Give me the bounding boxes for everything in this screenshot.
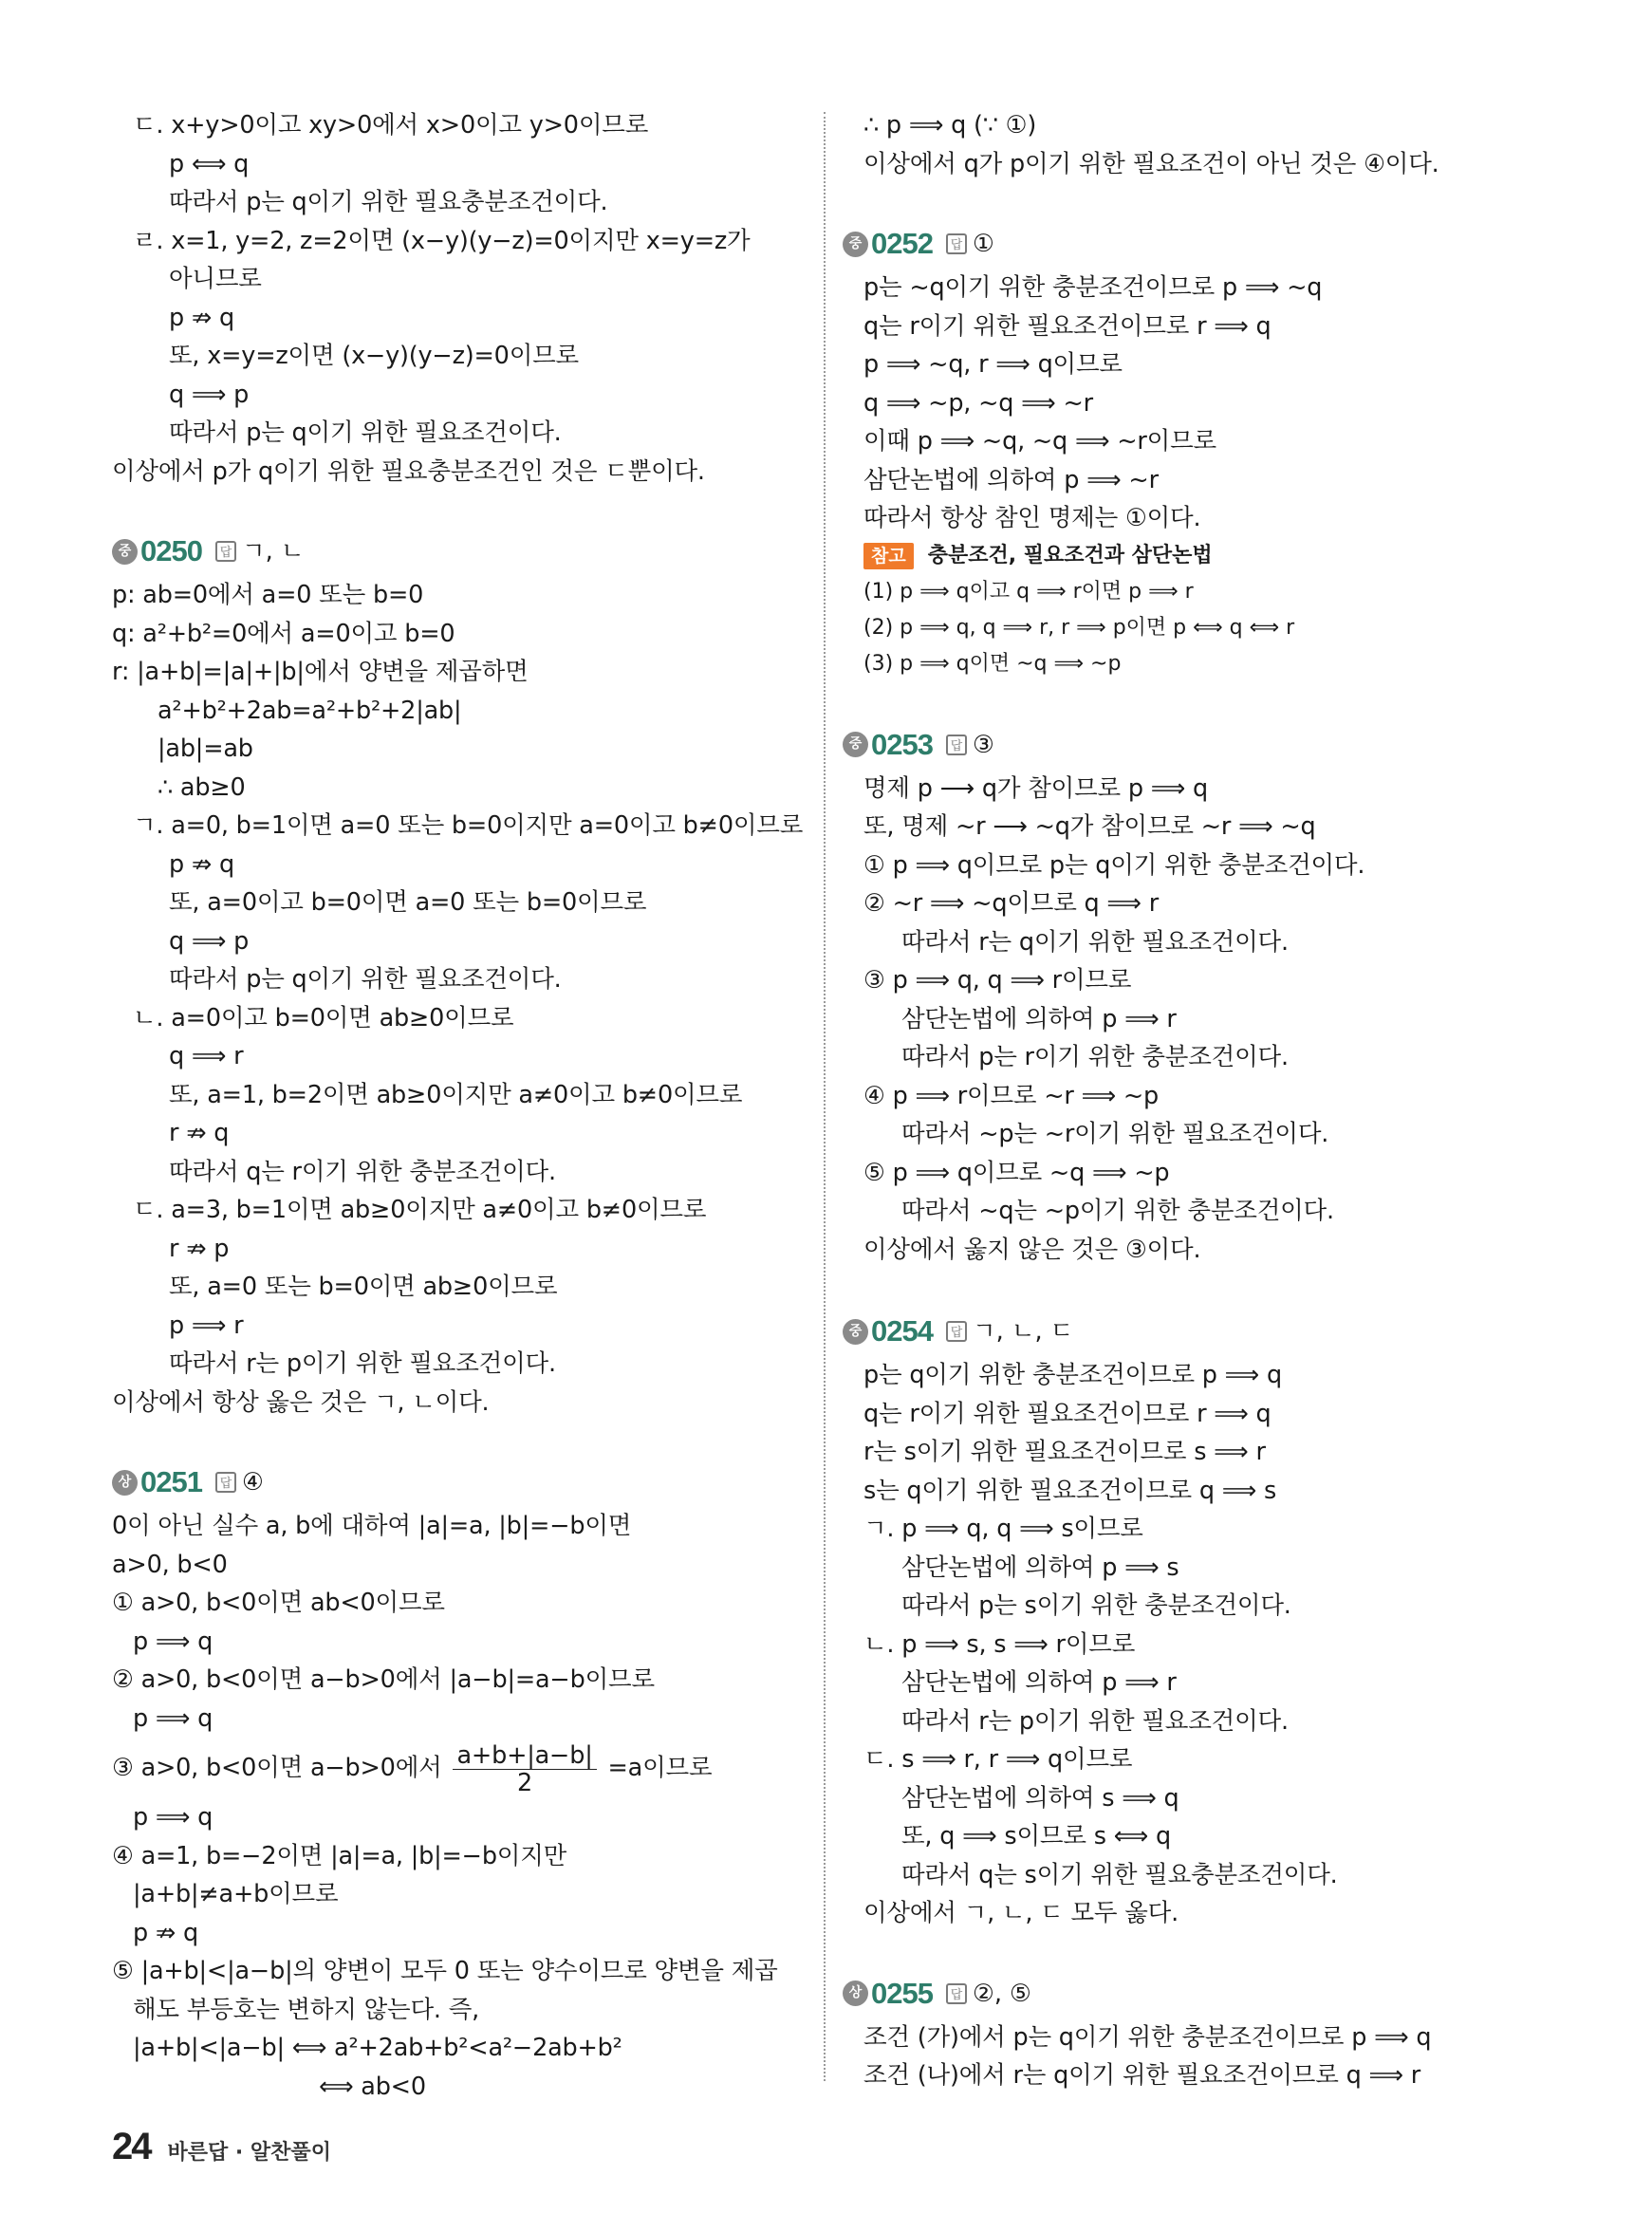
book-title: 바른답 · 알찬풀이 — [167, 2141, 331, 2165]
text-line: |a+b|<|a−b| ⟺ a²+2ab+b²<a²−2ab+b² — [133, 2034, 622, 2062]
text-line: 이상에서 옳지 않은 것은 ③이다. — [863, 1235, 1201, 1264]
note-line: (3) p ⟹ q이면 ~q ⟹ ~p — [863, 651, 1122, 676]
text-line: 따라서 q는 s이기 위한 필요충분조건이다. — [901, 1860, 1338, 1889]
text-line: ⑤ |a+b|<|a−b|의 양변이 모두 0 또는 양수이므로 양변을 제곱 — [112, 1957, 778, 1985]
fraction — [453, 1742, 596, 1796]
text-line: p ⟹ q — [133, 1703, 213, 1733]
text-line: a>0, b<0 — [112, 1550, 228, 1579]
text-line: 삼단논법에 의하여 p ⟹ ~r — [863, 465, 1159, 494]
right-column — [843, 106, 1550, 2095]
problem-header-0251 — [112, 1458, 814, 1507]
difficulty-badge: 중 — [843, 232, 868, 257]
problem-number: 0252 — [871, 227, 933, 260]
text-line: 따라서 r는 p이기 위한 필요조건이다. — [901, 1706, 1289, 1736]
text-line: ㄴ. p ⟹ s, s ⟹ r이므로 — [863, 1629, 1136, 1659]
page-footer — [112, 2126, 331, 2168]
text-line: q: a²+b²=0에서 a=0이고 b=0 — [112, 619, 455, 648]
problem-number: 0253 — [871, 727, 933, 761]
text-line: 명제 p ⟶ q가 참이므로 p ⟹ q — [863, 773, 1209, 803]
text-line: 이상에서 항상 옳은 것은 ㄱ, ㄴ이다. — [112, 1387, 490, 1417]
text-line: p ⟹ q — [133, 1803, 213, 1832]
difficulty-badge: 상 — [112, 1470, 138, 1496]
note-line: (2) p ⟹ q, q ⟹ r, r ⟹ p이면 p ⟺ q ⟺ r — [863, 615, 1295, 640]
answer-tag: 답 — [215, 541, 236, 562]
difficulty-badge: 상 — [843, 1981, 868, 2006]
text-line: 0이 아닌 실수 a, b에 대하여 |a|=a, |b|=−b이면 — [112, 1512, 632, 1540]
problem-header-0254 — [843, 1307, 1550, 1356]
text-line: q ⟹ p — [169, 926, 250, 956]
text-line: 또, a=0이고 b=0이면 a=0 또는 b=0이므로 — [169, 888, 647, 917]
answer-tag: 답 — [946, 233, 967, 254]
text-line: p ⟹ ~q, r ⟹ q이므로 — [863, 350, 1123, 379]
text-line: p ⇏ q — [133, 1918, 198, 1947]
answer-value: ㄱ, ㄴ — [241, 537, 305, 566]
note-tag: 참고 — [863, 543, 914, 569]
answer-tag: 답 — [946, 1983, 967, 2004]
text-line: 조건 (나)에서 r는 q이기 위한 필요조건이므로 q ⟹ r — [863, 2061, 1421, 2090]
text-line: p ⇏ q — [169, 303, 234, 332]
difficulty-badge: 중 — [843, 1319, 868, 1345]
text-line: 또, 명제 ~r ⟶ ~q가 참이므로 ~r ⟹ ~q — [863, 812, 1316, 841]
text-line: 따라서 p는 q이기 위한 필요조건이다. — [169, 418, 562, 447]
spacer — [112, 1422, 814, 1458]
text-line: 따라서 항상 참인 명제는 ①이다. — [863, 504, 1201, 532]
answer-value: ① — [972, 230, 994, 258]
text-line: p ⟹ r — [169, 1311, 244, 1340]
text-line: ㄱ. a=0, b=1이면 a=0 또는 b=0이지만 a=0이고 b≠0이므로 — [133, 811, 804, 840]
text-line: ㄴ. a=0이고 b=0이면 ab≥0이므로 — [133, 1003, 514, 1032]
text-line: r ⇏ q — [169, 1119, 230, 1147]
text-line: 이때 p ⟹ ~q, ~q ⟹ ~r이므로 — [863, 427, 1216, 456]
text-line: ② ~r ⟹ ~q이므로 q ⟹ r — [863, 889, 1159, 918]
text-line: 이상에서 ㄱ, ㄴ, ㄷ 모두 옳다. — [863, 1899, 1179, 1927]
text-line: ∴ p ⟹ q (∵ ①) — [863, 111, 1037, 139]
text-line: ㄱ. p ⟹ q, q ⟹ s이므로 — [863, 1515, 1143, 1543]
text-line: ㄷ. s ⟹ r, r ⟹ q이므로 — [863, 1745, 1133, 1774]
text-line: 삼단논법에 의하여 p ⟹ r — [901, 1668, 1177, 1697]
text-line: p ⟺ q — [169, 149, 250, 178]
text-line: r: |a+b|=|a|+|b|에서 양변을 제곱하면 — [112, 658, 529, 686]
text-line: ① a>0, b<0이면 ab<0이므로 — [112, 1589, 445, 1617]
text-line: ④ a=1, b=−2이면 |a|=a, |b|=−b이지만 — [112, 1841, 567, 1870]
text-line: p는 q이기 위한 충분조건이므로 p ⟹ q — [863, 1361, 1282, 1389]
answer-tag: 답 — [946, 735, 967, 755]
problem-number: 0251 — [140, 1465, 202, 1498]
problem-number: 0254 — [871, 1314, 933, 1348]
text-line: 해도 부등호는 변하지 않는다. 즉, — [133, 1995, 480, 2024]
text-line: q는 r이기 위한 필요조건이므로 r ⟹ q — [863, 311, 1271, 341]
text-line: 따라서 ~q는 ~p이기 위한 충분조건이다. — [901, 1197, 1334, 1225]
text-line: p ⟹ q — [133, 1627, 213, 1656]
text-line: ㄷ. a=3, b=1이면 ab≥0이지만 a≠0이고 b≠0이므로 — [133, 1196, 707, 1224]
problem-number: 0250 — [140, 534, 202, 567]
text-line: p ⇏ q — [169, 849, 234, 879]
text-line: 따라서 p는 s이기 위한 충분조건이다. — [901, 1591, 1291, 1620]
text-line: ② a>0, b<0이면 a−b>0에서 |a−b|=a−b이므로 — [112, 1665, 655, 1694]
text-line: 또, q ⟹ s이므로 s ⟺ q — [901, 1822, 1171, 1850]
text-line: s는 q이기 위한 필요조건이므로 q ⟹ s — [863, 1476, 1277, 1505]
text-line: p: ab=0에서 a=0 또는 b=0 — [112, 581, 424, 609]
answer-tag: 답 — [946, 1321, 967, 1342]
page-number: 24 — [112, 2126, 151, 2167]
left-column — [112, 106, 814, 2106]
text-line: ③ p ⟹ q, q ⟹ r이므로 — [863, 966, 1132, 995]
text-line: 따라서 p는 q이기 위한 필요충분조건이다. — [169, 188, 608, 216]
text-line: q ⟹ p — [169, 380, 250, 409]
text-line: q ⟹ r — [169, 1042, 244, 1070]
text-line: q는 r이기 위한 필요조건이므로 r ⟹ q — [863, 1399, 1271, 1428]
problem-header-0255 — [843, 1969, 1550, 2018]
answer-value: ②, ⑤ — [972, 1979, 1031, 2008]
text-line: 따라서 p는 r이기 위한 충분조건이다. — [901, 1043, 1289, 1071]
text-line: q ⟹ ~p, ~q ⟹ ~r — [863, 388, 1093, 418]
text-line: 조건 (가)에서 p는 q이기 위한 충분조건이므로 p ⟹ q — [863, 2022, 1432, 2052]
text-line: 삼단논법에 의하여 p ⟹ r — [901, 1004, 1177, 1033]
difficulty-badge: 중 — [112, 539, 138, 565]
text-line: ㄷ. x+y>0이고 xy>0에서 x>0이고 y>0이므로 — [133, 111, 649, 139]
spacer — [843, 682, 1550, 720]
text-line: 따라서 q는 r이기 위한 충분조건이다. — [169, 1157, 556, 1186]
text-line: 이상에서 p가 q이기 위한 필요충분조건인 것은 ㄷ뿐이다. — [112, 456, 705, 486]
spacer — [843, 1269, 1550, 1307]
text-line: 이상에서 q가 p이기 위한 필요조건이 아닌 것은 ④이다. — [863, 149, 1439, 178]
text-segment: =a이므로 — [607, 1754, 713, 1782]
text-line: r ⇏ p — [169, 1234, 230, 1263]
spacer — [112, 491, 814, 527]
text-line: |ab|=ab — [158, 735, 253, 763]
text-line: p는 ~q이기 위한 충분조건이므로 p ⟹ ~q — [863, 273, 1323, 302]
problem-number: 0255 — [871, 1976, 933, 2010]
text-line: 따라서 ~p는 ~r이기 위한 필요조건이다. — [901, 1120, 1329, 1148]
text-line: a²+b²+2ab=a²+b²+2|ab| — [158, 696, 462, 725]
problem-header-0253 — [843, 720, 1550, 770]
text-line: ㄹ. x=1, y=2, z=2이면 (x−y)(y−z)=0이지만 x=y=z가 — [133, 226, 751, 255]
answer-value: ㄱ, ㄴ, ㄷ — [972, 1317, 1074, 1346]
fraction-numerator: a+b+|a−b| — [453, 1742, 596, 1770]
text-line: ⑤ p ⟹ q이므로 ~q ⟹ ~p — [863, 1158, 1170, 1187]
fraction-line — [112, 1738, 814, 1798]
problem-header-0252 — [843, 219, 1550, 269]
note-title: 충분조건, 필요조건과 삼단논법 — [927, 543, 1213, 567]
text-line: 삼단논법에 의하여 s ⟹ q — [901, 1783, 1179, 1813]
difficulty-badge: 중 — [843, 732, 868, 757]
text-line: ④ p ⟹ r이므로 ~r ⟹ ~p — [863, 1081, 1159, 1110]
text-line: 또, a=1, b=2이면 ab≥0이지만 a≠0이고 b≠0이므로 — [169, 1080, 743, 1109]
answer-value: ③ — [972, 730, 994, 759]
answer-tag: 답 — [215, 1472, 236, 1493]
column-divider — [824, 112, 826, 2081]
text-line: 따라서 r는 q이기 위한 필요조건이다. — [901, 927, 1289, 957]
note-line: (1) p ⟹ q이고 q ⟹ r이면 p ⟹ r — [863, 579, 1194, 604]
text-line: 삼단논법에 의하여 p ⟹ s — [901, 1553, 1179, 1582]
answer-value: ④ — [241, 1468, 264, 1497]
problem-header-0250 — [112, 527, 814, 576]
fraction-denominator: 2 — [517, 1768, 533, 1797]
text-line: r는 s이기 위한 필요조건이므로 s ⟹ r — [863, 1438, 1266, 1466]
text-line: |a+b|≠a+b이므로 — [133, 1880, 339, 1908]
text-line: 따라서 p는 q이기 위한 필요조건이다. — [169, 965, 562, 994]
text-segment: ③ a>0, b<0이면 a−b>0에서 — [112, 1754, 442, 1782]
text-line: 또, a=0 또는 b=0이면 ab≥0이므로 — [169, 1273, 558, 1301]
text-line: ⟺ ab<0 — [319, 2072, 426, 2101]
text-line: ∴ ab≥0 — [158, 772, 246, 802]
text-line: 아니므로 — [169, 265, 262, 293]
text-line: ① p ⟹ q이므로 p는 q이기 위한 충분조건이다. — [863, 850, 1365, 880]
note-header — [843, 538, 1550, 574]
spacer — [843, 183, 1550, 219]
spacer — [843, 1933, 1550, 1969]
text-line: 또, x=y=z이면 (x−y)(y−z)=0이므로 — [169, 342, 579, 370]
text-line: 따라서 r는 p이기 위한 필요조건이다. — [169, 1349, 556, 1378]
